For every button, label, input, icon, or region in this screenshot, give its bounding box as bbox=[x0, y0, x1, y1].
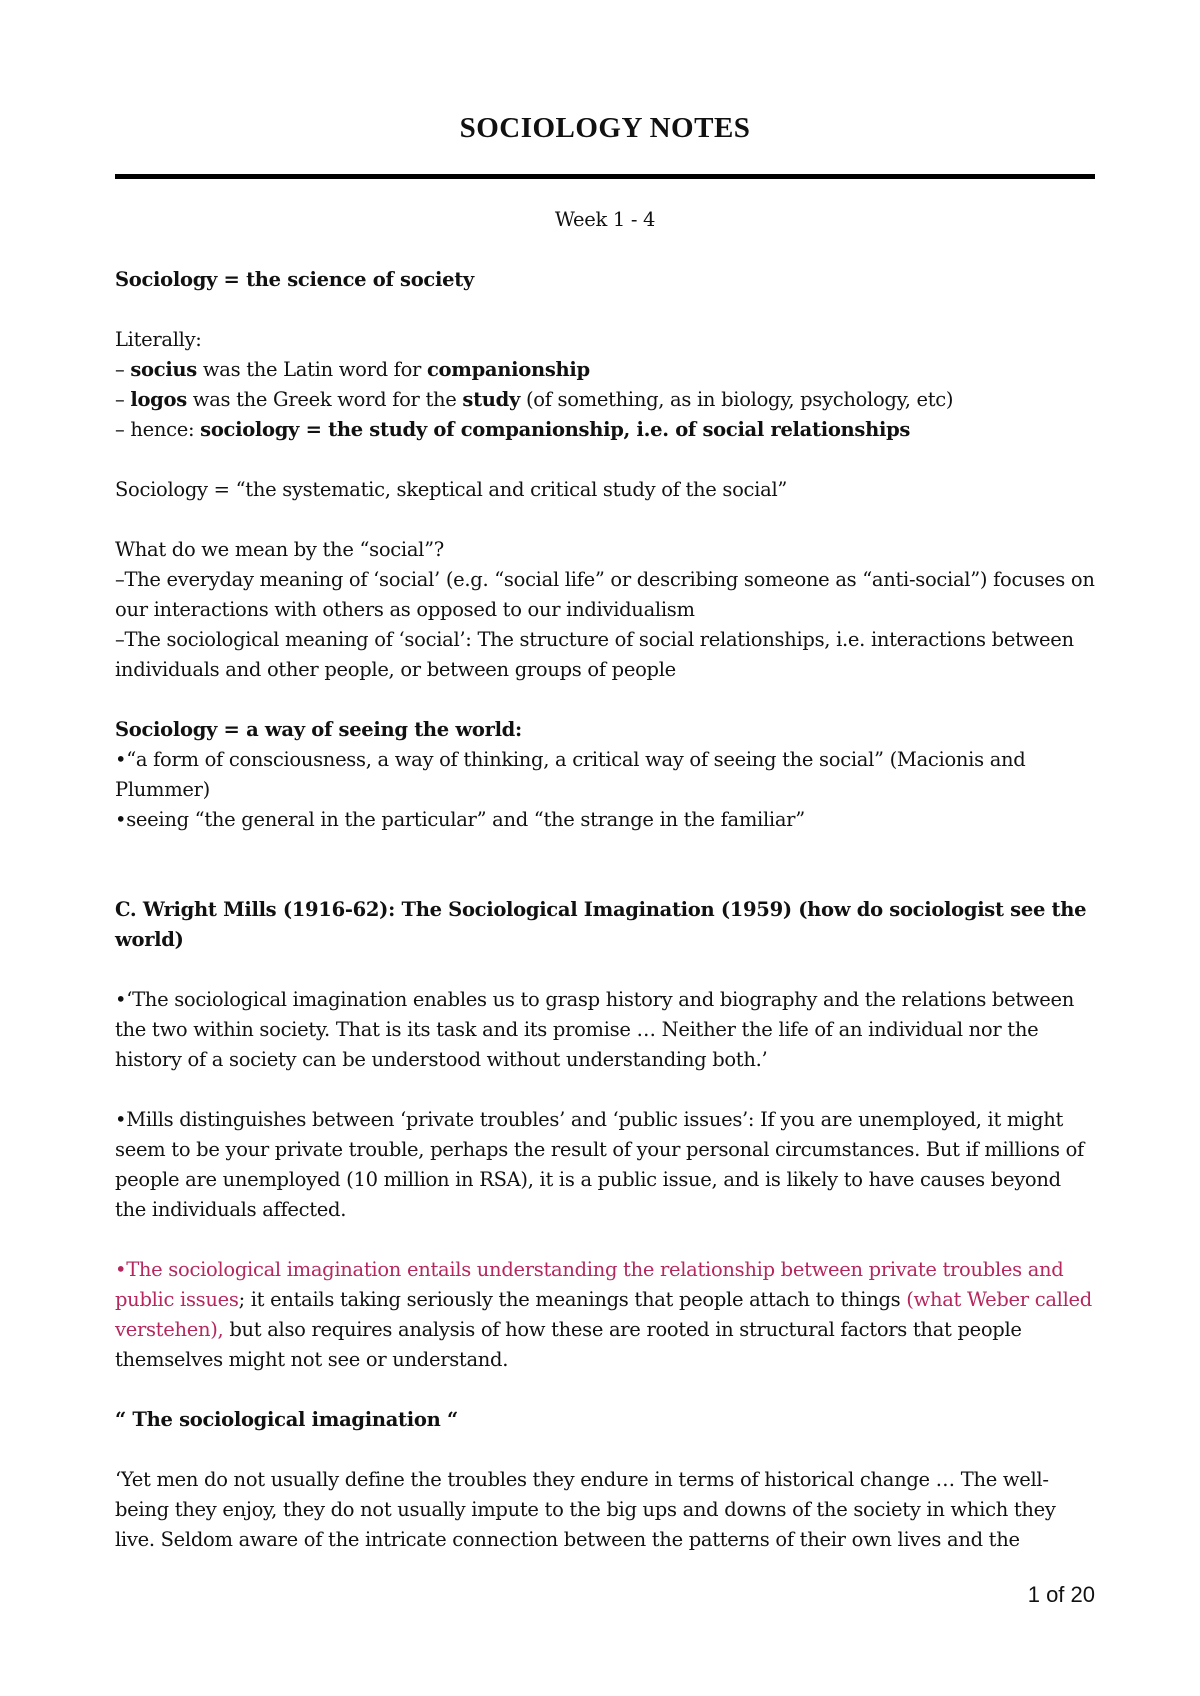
section-heading: C. Wright Mills (1916-62): The Sociological Imagination (1959) (how do sociologist see the world) bbox=[115, 898, 1087, 951]
quote-heading: “ The sociological imagination “ bbox=[115, 1408, 458, 1431]
paragraph: •Mills distinguishes between ‘private troubles’ and ‘public issues’: If you are unemployed, it might seem to be your private trouble, perhaps the result of your personal circumstances. But if millions of people are unemployed (10 million in RSA), it is a public issue, and is likely to have causes beyond the individuals affected. bbox=[115, 1108, 1084, 1221]
paragraph: •‘The sociological imagination enables us to grasp history and biography and the relations between the two within society. That is its task and its promise … Neither the life of an individual nor the history of a society can be understood without understanding both.’ bbox=[115, 988, 1075, 1071]
everyday-meaning: –The everyday meaning of ‘social’ (e.g. “social life” or describing someone as “anti-social”) focuses on our interactions with others as opposed to our individualism bbox=[115, 568, 1095, 621]
quote-paragraph: ‘Yet men do not usually define the troubles they endure in terms of historical change … The well-being they enjoy, they do not usually impute to the big ups and downs of the society in which they live. Seldom aware of the intricate connection between the patterns of their own lives and the bbox=[115, 1468, 1056, 1551]
week-label: Week 1 - 4 bbox=[554, 208, 656, 231]
page-title: SOCIOLOGY NOTES bbox=[459, 112, 751, 144]
sociological-meaning: –The sociological meaning of ‘social’: The structure of social relationships, i.e. interactions between individuals and other people, or between groups of people bbox=[115, 628, 1074, 681]
section-heading: Sociology = the science of society bbox=[115, 268, 474, 291]
section-heading: Sociology = a way of seeing the world: bbox=[115, 718, 522, 741]
list-item-logos: – logos was the Greek word for the study (of something, as in biology, psychology, etc) bbox=[115, 388, 954, 411]
document-body bbox=[115, 205, 1095, 1555]
bullet-item: •seeing “the general in the particular” and “the strange in the familiar” bbox=[115, 808, 805, 831]
definition: Sociology = “the systematic, skeptical and critical study of the social” bbox=[115, 478, 788, 501]
highlighted-paragraph: •The sociological imagination entails understanding the relationship between private troubles and public issues; it entails taking seriously the meanings that people attach to things (what Weber called verstehen), but also requires analysis of how these are rooted in structural factors that people themselves might not see or understand. bbox=[115, 1258, 1092, 1371]
list-item-hence: – hence: sociology = the study of companionship, i.e. of social relationships bbox=[115, 418, 911, 441]
bullet-item: •“a form of consciousness, a way of thinking, a critical way of seeing the social” (Macionis and Plummer) bbox=[115, 748, 1026, 801]
list-item-socius: – socius was the Latin word for companionship bbox=[115, 358, 590, 381]
title-divider bbox=[115, 174, 1095, 179]
question: What do we mean by the “social”? bbox=[115, 538, 444, 561]
page-number: 1 of 20 bbox=[1027, 1582, 1095, 1607]
literally-label: Literally: bbox=[115, 328, 202, 351]
